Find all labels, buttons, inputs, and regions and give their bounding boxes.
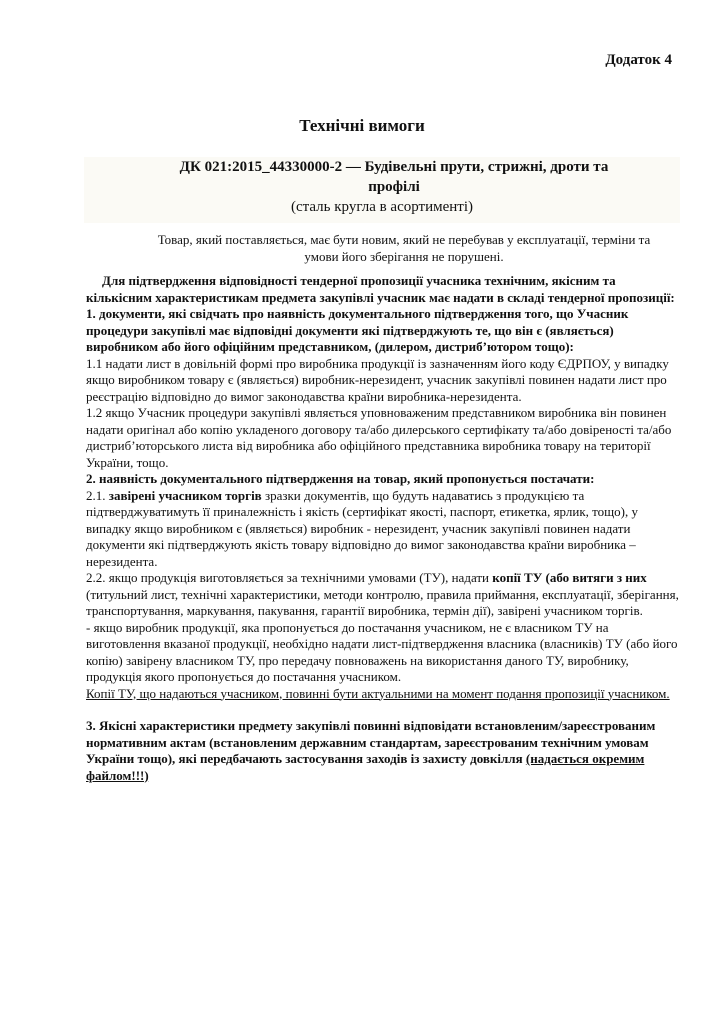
section-1-1: 1.1 надати лист в довільній формі про виробника продукції із зазначенням його коду ЄДРПОУ, у випадку якщо виробником товару є (являється) виробник-нерезидент, учасник закупівлі повинен надати лист про реєстрацію відповідно до вимог законодавства країни виробника-нерезидента. bbox=[86, 355, 669, 404]
section-2-2-prefix: 2.2. якщо продукція виготовляється за технічними умовами (ТУ), надати bbox=[86, 570, 493, 585]
section-3-text: 3. Якісні характеристики предмету закупівлі повинні відповідати встановленим/зареєстрованим нормативним актам (встановленим державним стандартам, зареєстрованим технічним умовам України тощо), які передбачають застосування заходів із захисту довкілля bbox=[86, 718, 656, 766]
section-1-heading: 1. документи, які свідчать про наявність документального підтвердження того, що Учасник процедури закупівлі має відповідні документи які підтверджують те, що він є (являється) виробником або його офіційним представником, (дилером, дистриб’ютором тощо): bbox=[86, 306, 629, 354]
section-2-note: Копії ТУ, що надаються учасником, повинні бути актуальними на момент подання пропозиції учасником. bbox=[86, 685, 670, 701]
subject-code-line: ДК 021:2015_44330000-2 — Будівельні прути, стрижні, дроти та bbox=[179, 159, 609, 175]
subject-code-line-2: профілі bbox=[368, 179, 420, 195]
requirements-body bbox=[86, 273, 680, 784]
section-2-2-bold: копії ТУ (або витяги з них bbox=[492, 570, 647, 585]
spacer bbox=[86, 702, 680, 718]
section-2-3: - якщо виробник продукції, яка пропонується до постачання учасником, не є власником ТУ на виготовлення вказаної продукції, необхідно надати лист-підтвердження власника (власників) ТУ (або його копію) завірену власником ТУ, про передачу повноважень на використання даного ТУ, виробнику, продукція якого пропонується до постачання учасником. bbox=[86, 619, 678, 684]
section-2-1-rest: зразки документів, що будуть надаватись з продукцією та підтверджуватимуть її приналежність і якість (сертифікат якості, паспорт, етикетка, ярлик, тощо), у випадку якщо виробником є (являється) виробник - нерезидент, учасник закупівлі повинен надати документи які підтверджують якість товару відповідно до вимог законодавства країни виробника – нерезидента. bbox=[86, 487, 638, 569]
intro-paragraph: Товар, який поставляється, має бути новим, який не перебував у експлуатації, терміни та умови його зберігання не порушені. bbox=[157, 232, 651, 264]
subject-subtitle: (сталь кругла в асортименті) bbox=[290, 199, 474, 215]
section-2-1 bbox=[86, 488, 680, 571]
section-3 bbox=[86, 718, 680, 784]
addendum-label: Додаток 4 bbox=[605, 52, 672, 68]
section-2-1-prefix: 2.1. bbox=[86, 487, 109, 503]
section-1-2: 1.2 якщо Учасник процедури закупівлі являється уповноваженим представником виробника він повинен надати оригінал або копію укладеного договору та/або дилерського сертифікату та/або довіреності та/або дистриб’юторського листа від виробника або офіційного представника виробника товару на території України, тощо. bbox=[86, 405, 672, 470]
section-2-1-bold: завірені учасником торгів bbox=[108, 487, 262, 503]
section-2-heading: 2. наявність документального підтвердження на товар, який пропонується постачати: bbox=[86, 471, 595, 486]
section-2-2-rest: (титульний лист, технічні характеристики, методи контролю, правила приймання, експлуатації, зберігання, транспортування, маркування, пакування, гарантії виробника, термін дії), завірені учасником торгів. bbox=[86, 586, 679, 618]
lead-paragraph: Для підтвердження відповідності тендерної пропозиції учасника технічним, якісним та кількісним характеристикам предмета закупівлі учасник має надати в складі тендерної пропозиції: bbox=[86, 273, 675, 305]
section-3-note: (надається окремим файлом!!!) bbox=[86, 751, 645, 783]
section-2-2 bbox=[86, 570, 680, 620]
subject-block bbox=[84, 157, 680, 223]
page-title: Технічні вимоги bbox=[299, 116, 425, 135]
